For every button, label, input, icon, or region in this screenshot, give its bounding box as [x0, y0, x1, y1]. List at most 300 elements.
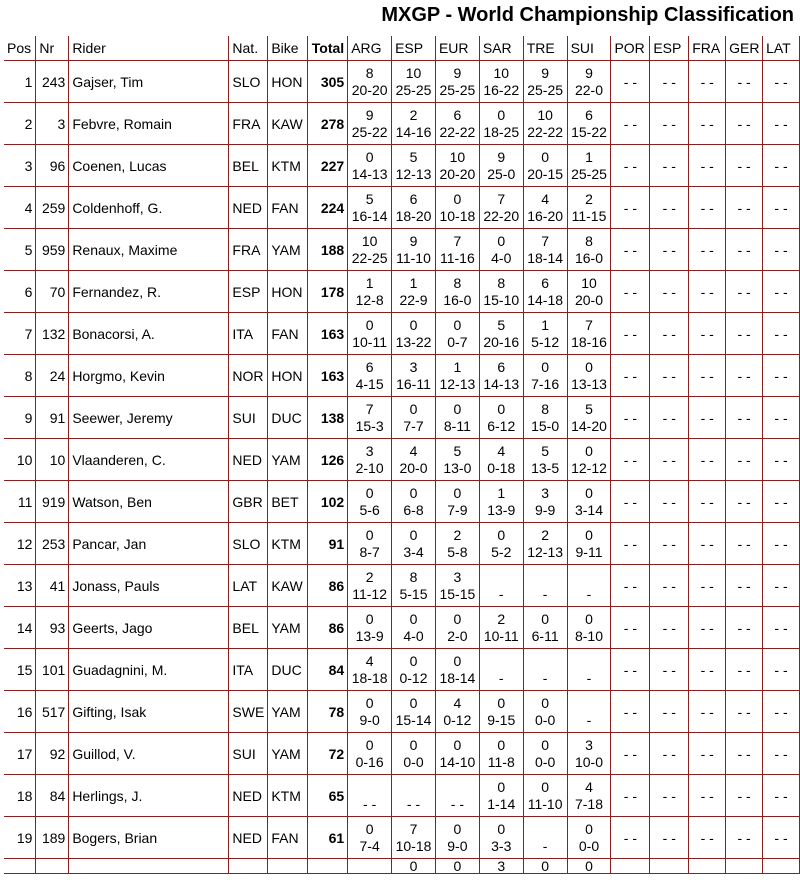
future-race-cell: - - [650, 565, 689, 607]
bike-cell: KAW [268, 103, 308, 145]
race-points: 0 [365, 148, 374, 165]
table-row [4, 733, 800, 775]
moto-points: - [586, 585, 592, 602]
moto-points: 10-11 [352, 333, 388, 350]
race-result-cell [435, 523, 479, 565]
race-result-cell [567, 523, 611, 565]
race-points: 0 [365, 526, 374, 543]
nationality-cell: NED [229, 187, 268, 229]
race-result-cell [479, 691, 523, 733]
race-result-cell [392, 145, 436, 187]
race-result-cell [479, 229, 523, 271]
race-points: 0 [541, 610, 550, 627]
moto-points: 22-0 [574, 81, 604, 98]
moto-points: 7-16 [531, 375, 560, 392]
future-race-cell: - - [763, 481, 800, 523]
moto-points: 0-18 [487, 459, 516, 476]
race-points: 7 [453, 232, 462, 249]
race-result-cell [435, 439, 479, 481]
race-result-cell [392, 775, 436, 817]
future-race-cell: - - [611, 313, 650, 355]
future-race-cell: - - [611, 355, 650, 397]
race-result-cell [348, 103, 392, 145]
race-points: 9 [585, 64, 593, 81]
moto-points: 15-22 [571, 123, 607, 140]
rider-name-cell: Horgmo, Kevin [69, 355, 229, 397]
rider-number-cell: 243 [36, 61, 69, 103]
moto-points: 15-15 [439, 585, 476, 602]
moto-points: 8-11 [443, 417, 471, 434]
race-points: 5 [453, 442, 462, 459]
moto-points: 14-10 [439, 753, 476, 770]
future-race-cell: - - [611, 691, 650, 733]
future-race-cell: - - [763, 439, 800, 481]
race-result-cell [392, 187, 436, 229]
moto-points: 4-0 [491, 249, 512, 266]
future-race-cell: - - [689, 523, 726, 565]
race-points [568, 695, 611, 712]
future-race-cell: - - [650, 691, 689, 733]
race-result-cell [523, 229, 567, 271]
race-points: 0 [453, 736, 462, 753]
race-result-cell [392, 649, 436, 691]
future-race-cell: - - [726, 691, 763, 733]
rider-name-cell: Seewer, Jeremy [69, 397, 229, 439]
moto-points: 25-25 [395, 81, 432, 98]
table-row [4, 817, 800, 859]
nationality-cell: NED [229, 775, 268, 817]
future-race-cell: - - [611, 103, 650, 145]
race-points: 2 [409, 106, 418, 123]
race-result-cell [479, 607, 523, 649]
moto-points: 0-7 [447, 333, 468, 350]
position-cell: 14 [4, 607, 36, 649]
race-points: 0 [497, 232, 506, 249]
rider-name-cell: Jonass, Pauls [69, 565, 229, 607]
race-points: 4 [409, 442, 418, 459]
race-points: 2 [365, 568, 374, 585]
moto-points: 10-18 [395, 837, 432, 854]
position-cell: 15 [4, 649, 36, 691]
total-points-cell: 84 [308, 649, 348, 691]
race-points: 1 [585, 148, 593, 165]
moto-points: - [498, 669, 504, 686]
future-race-cell: - - [726, 355, 763, 397]
bike-cell: FAN [268, 313, 308, 355]
race-points: 0 [365, 316, 374, 333]
empty-cell [650, 859, 689, 874]
race-points: 2 [541, 526, 550, 543]
nationality-cell: SLO [229, 523, 268, 565]
moto-points: 9-15 [487, 711, 516, 728]
race-points: 0 [541, 736, 550, 753]
rider-number-cell: 259 [36, 187, 69, 229]
race-result-cell [479, 187, 523, 229]
future-race-cell: - - [611, 271, 650, 313]
race-points: 10 [493, 64, 510, 81]
race-points: 0 [453, 316, 462, 333]
race-points: 0 [365, 736, 374, 753]
moto-points: 14-20 [571, 417, 607, 434]
future-race-cell: - - [689, 775, 726, 817]
race-points: 10 [405, 64, 422, 81]
race-points: 6 [365, 358, 374, 375]
moto-points: 12-8 [355, 291, 384, 308]
moto-points: 0-12 [399, 669, 428, 686]
race-result-cell [348, 355, 392, 397]
race-points: 0 [409, 610, 418, 627]
moto-points: 15-10 [483, 291, 520, 308]
moto-points: 16-0 [574, 249, 604, 266]
bike-cell: HON [268, 355, 308, 397]
race-result-cell [348, 565, 392, 607]
bike-cell: FAN [268, 187, 308, 229]
header-future-race[interactable]: FRA [689, 36, 726, 61]
race-result-cell [567, 607, 611, 649]
race-points: 0 [409, 400, 418, 417]
race-points: 0 [365, 610, 374, 627]
race-result-cell [567, 439, 611, 481]
race-result-cell [523, 481, 567, 523]
race-result-cell [435, 229, 479, 271]
race-result-cell [479, 565, 523, 607]
race-result-cell [348, 61, 392, 103]
moto-points: 10-0 [574, 753, 604, 770]
race-points [480, 653, 523, 670]
moto-points: 6-11 [531, 627, 559, 644]
rider-name-cell: Guillod, V. [69, 733, 229, 775]
bike-cell: KTM [268, 775, 308, 817]
moto-points: 13-5 [531, 459, 560, 476]
header-nr[interactable]: Nr [36, 36, 69, 61]
race-points: 0 [541, 778, 550, 795]
future-race-cell: - - [611, 397, 650, 439]
race-points: 0 [523, 859, 567, 874]
race-points: 0 [585, 820, 593, 837]
bike-cell: FAN [268, 817, 308, 859]
moto-points: 12-12 [571, 459, 607, 476]
nationality-cell: ITA [229, 649, 268, 691]
header-nat[interactable]: Nat. [229, 36, 268, 61]
race-result-cell [435, 565, 479, 607]
race-points: 0 [392, 859, 436, 874]
future-race-cell: - - [726, 649, 763, 691]
race-result-cell [479, 103, 523, 145]
nationality-cell: GBR [229, 481, 268, 523]
future-race-cell: - - [763, 733, 800, 775]
race-result-cell [435, 481, 479, 523]
future-race-cell: - - [689, 61, 726, 103]
header-race[interactable]: EUR [435, 36, 479, 61]
future-race-cell: - - [650, 103, 689, 145]
race-points: 1 [453, 358, 462, 375]
nationality-cell: SWE [229, 691, 268, 733]
race-result-cell [523, 271, 567, 313]
race-points: 0 [409, 736, 418, 753]
rider-name-cell: Guadagnini, M. [69, 649, 229, 691]
page-title: MXGP - World Championship Classification [381, 4, 794, 26]
future-race-cell: - - [650, 229, 689, 271]
future-race-cell: - - [763, 229, 800, 271]
future-race-cell: - - [726, 523, 763, 565]
race-result-cell [392, 271, 436, 313]
rider-number-cell: 101 [36, 649, 69, 691]
race-result-cell [435, 607, 479, 649]
total-points-cell: 126 [308, 439, 348, 481]
race-result-cell [479, 313, 523, 355]
race-points: 8 [497, 274, 506, 291]
moto-points: 0-0 [535, 753, 556, 770]
race-points: 0 [497, 526, 506, 543]
nationality-cell: ITA [229, 313, 268, 355]
future-race-cell: - - [689, 229, 726, 271]
moto-points: - [542, 837, 548, 854]
moto-points: 11-15 [571, 207, 607, 224]
race-points: 5 [541, 442, 550, 459]
bike-cell: YAM [268, 691, 308, 733]
header-future-race[interactable]: ESP [650, 36, 689, 61]
race-points: 2 [453, 526, 462, 543]
table-row [4, 271, 800, 313]
moto-points: 13-0 [443, 459, 472, 476]
rider-number-cell: 10 [36, 439, 69, 481]
empty-cell [308, 859, 348, 874]
moto-points: 16-11 [396, 375, 431, 392]
future-race-cell: - - [689, 187, 726, 229]
position-cell: 3 [4, 145, 36, 187]
header-race[interactable]: ARG [348, 36, 392, 61]
future-race-cell: - - [611, 61, 650, 103]
moto-points: 0-0 [578, 837, 600, 854]
nationality-cell: NED [229, 817, 268, 859]
future-race-cell: - - [611, 229, 650, 271]
race-points: 0 [435, 859, 479, 874]
race-points: 0 [585, 610, 593, 627]
race-points: 4 [453, 694, 462, 711]
future-race-cell: - - [650, 187, 689, 229]
moto-points: 25-25 [527, 81, 564, 98]
bike-cell: YAM [268, 607, 308, 649]
race-points: 8 [365, 64, 374, 81]
moto-points: 22-25 [351, 249, 388, 266]
future-race-cell: - - [763, 649, 800, 691]
moto-points: 0-0 [535, 711, 556, 728]
header-future-race[interactable]: POR [611, 36, 650, 61]
future-race-cell: - - [689, 691, 726, 733]
nationality-cell: BEL [229, 145, 268, 187]
race-points: 2 [585, 190, 593, 207]
total-points-cell: 61 [308, 817, 348, 859]
future-race-cell: - - [726, 817, 763, 859]
position-cell: 4 [4, 187, 36, 229]
rider-number-cell: 3 [36, 103, 69, 145]
moto-points: 5-15 [399, 585, 428, 602]
header-future-race[interactable]: GER [726, 36, 763, 61]
moto-points: 8-7 [359, 543, 380, 560]
empty-cell [763, 859, 800, 874]
table-row [4, 355, 800, 397]
moto-points: 5-12 [531, 333, 560, 350]
rider-name-cell: Gajser, Tim [69, 61, 229, 103]
race-points: 0 [585, 484, 593, 501]
rider-number-cell: 70 [36, 271, 69, 313]
race-points: 0 [567, 859, 611, 874]
race-points: 9 [453, 64, 462, 81]
header-race[interactable]: ESP [392, 36, 436, 61]
rider-number-cell: 41 [36, 565, 69, 607]
race-points [524, 821, 567, 838]
race-points: 8 [453, 274, 462, 291]
nationality-cell: FRA [229, 103, 268, 145]
race-result-cell [523, 103, 567, 145]
header-race[interactable]: SAR [479, 36, 523, 61]
position-cell: 5 [4, 229, 36, 271]
moto-points: 7-4 [359, 837, 380, 854]
moto-points: 14-16 [395, 123, 432, 140]
header-race[interactable]: SUI [567, 36, 611, 61]
future-race-cell: - - [650, 607, 689, 649]
moto-points: 25-25 [571, 165, 607, 182]
future-race-cell: - - [726, 481, 763, 523]
race-result-cell [392, 103, 436, 145]
rider-number-cell: 93 [36, 607, 69, 649]
moto-points: 5-2 [491, 543, 512, 560]
future-race-cell: - - [726, 565, 763, 607]
race-points: 5 [585, 400, 593, 417]
header-race[interactable]: TRE [523, 36, 567, 61]
race-result-cell [435, 103, 479, 145]
moto-points: 14-18 [527, 291, 564, 308]
header-bike[interactable]: Bike [268, 36, 308, 61]
nationality-cell: LAT [229, 565, 268, 607]
moto-points: 18-25 [483, 123, 520, 140]
future-race-cell: - - [611, 187, 650, 229]
race-points: 3 [479, 859, 523, 874]
race-result-cell [435, 691, 479, 733]
header-row [4, 36, 800, 61]
race-result-cell [392, 733, 436, 775]
future-race-cell: - - [763, 775, 800, 817]
future-race-cell: - - [650, 481, 689, 523]
header-rider[interactable]: Rider [69, 36, 229, 61]
table-row [4, 229, 800, 271]
future-race-cell: - - [650, 271, 689, 313]
race-result-cell [435, 733, 479, 775]
header-future-race[interactable]: LAT [763, 36, 800, 61]
race-result-cell [567, 313, 611, 355]
race-result-cell [479, 61, 523, 103]
race-points: 0 [453, 820, 462, 837]
moto-points: 10-11 [483, 627, 519, 644]
moto-points: 0-0 [403, 753, 424, 770]
bike-cell: YAM [268, 439, 308, 481]
moto-points: 22-20 [483, 207, 520, 224]
race-result-cell [435, 817, 479, 859]
rider-number-cell: 517 [36, 691, 69, 733]
bike-cell: YAM [268, 229, 308, 271]
race-result-cell [567, 61, 611, 103]
empty-cell [4, 859, 36, 874]
future-race-cell: - - [650, 649, 689, 691]
future-race-cell: - - [726, 103, 763, 145]
bike-cell: KTM [268, 523, 308, 565]
race-points: 0 [409, 526, 418, 543]
moto-points: 14-13 [351, 165, 388, 182]
race-result-cell [567, 397, 611, 439]
future-race-cell: - - [689, 481, 726, 523]
bike-cell: DUC [268, 649, 308, 691]
race-points: 7 [365, 400, 374, 417]
race-points: 5 [409, 148, 418, 165]
future-race-cell: - - [763, 565, 800, 607]
moto-points: - - [406, 795, 421, 812]
moto-points: 15-14 [395, 711, 432, 728]
future-race-cell: - - [650, 61, 689, 103]
future-race-cell: - - [689, 145, 726, 187]
race-points: 0 [497, 778, 506, 795]
race-result-cell [392, 229, 436, 271]
race-points: 3 [365, 442, 374, 459]
position-cell: 8 [4, 355, 36, 397]
rider-number-cell: 96 [36, 145, 69, 187]
future-race-cell: - - [763, 271, 800, 313]
race-points: 0 [453, 190, 462, 207]
rider-name-cell: Pancar, Jan [69, 523, 229, 565]
moto-points: - [542, 669, 548, 686]
future-race-cell: - - [763, 691, 800, 733]
empty-cell [69, 859, 229, 874]
rider-name-cell: Watson, Ben [69, 481, 229, 523]
race-result-cell [348, 397, 392, 439]
rider-number-cell: 92 [36, 733, 69, 775]
race-result-cell [435, 355, 479, 397]
race-result-cell [348, 691, 392, 733]
rider-name-cell: Bonacorsi, A. [69, 313, 229, 355]
future-race-cell: - - [726, 313, 763, 355]
race-points: 3 [541, 484, 550, 501]
header-total[interactable]: Total [308, 36, 348, 61]
race-points [524, 569, 567, 586]
moto-points: 6-8 [403, 501, 424, 518]
race-points [348, 859, 392, 874]
future-race-cell: - - [726, 439, 763, 481]
table-row [4, 607, 800, 649]
race-result-cell [392, 313, 436, 355]
moto-points: 16-20 [527, 207, 564, 224]
nationality-cell: FRA [229, 229, 268, 271]
moto-points: 12-13 [527, 543, 564, 560]
future-race-cell: - - [650, 775, 689, 817]
race-points: 0 [585, 526, 593, 543]
moto-points: 13-9 [355, 627, 384, 644]
race-points: 7 [585, 316, 593, 333]
future-race-cell: - - [726, 187, 763, 229]
future-race-cell: - - [726, 607, 763, 649]
header-pos[interactable]: Pos [4, 36, 36, 61]
race-result-cell [392, 355, 436, 397]
future-race-cell: - - [650, 355, 689, 397]
race-result-cell [523, 439, 567, 481]
rider-name-cell: Herlings, J. [69, 775, 229, 817]
race-points: 0 [497, 400, 506, 417]
race-result-cell [348, 775, 392, 817]
future-race-cell: - - [689, 733, 726, 775]
position-cell: 17 [4, 733, 36, 775]
moto-points: - [586, 711, 592, 728]
table-row [4, 439, 800, 481]
moto-points: 16-22 [483, 81, 520, 98]
total-points-cell: 224 [308, 187, 348, 229]
